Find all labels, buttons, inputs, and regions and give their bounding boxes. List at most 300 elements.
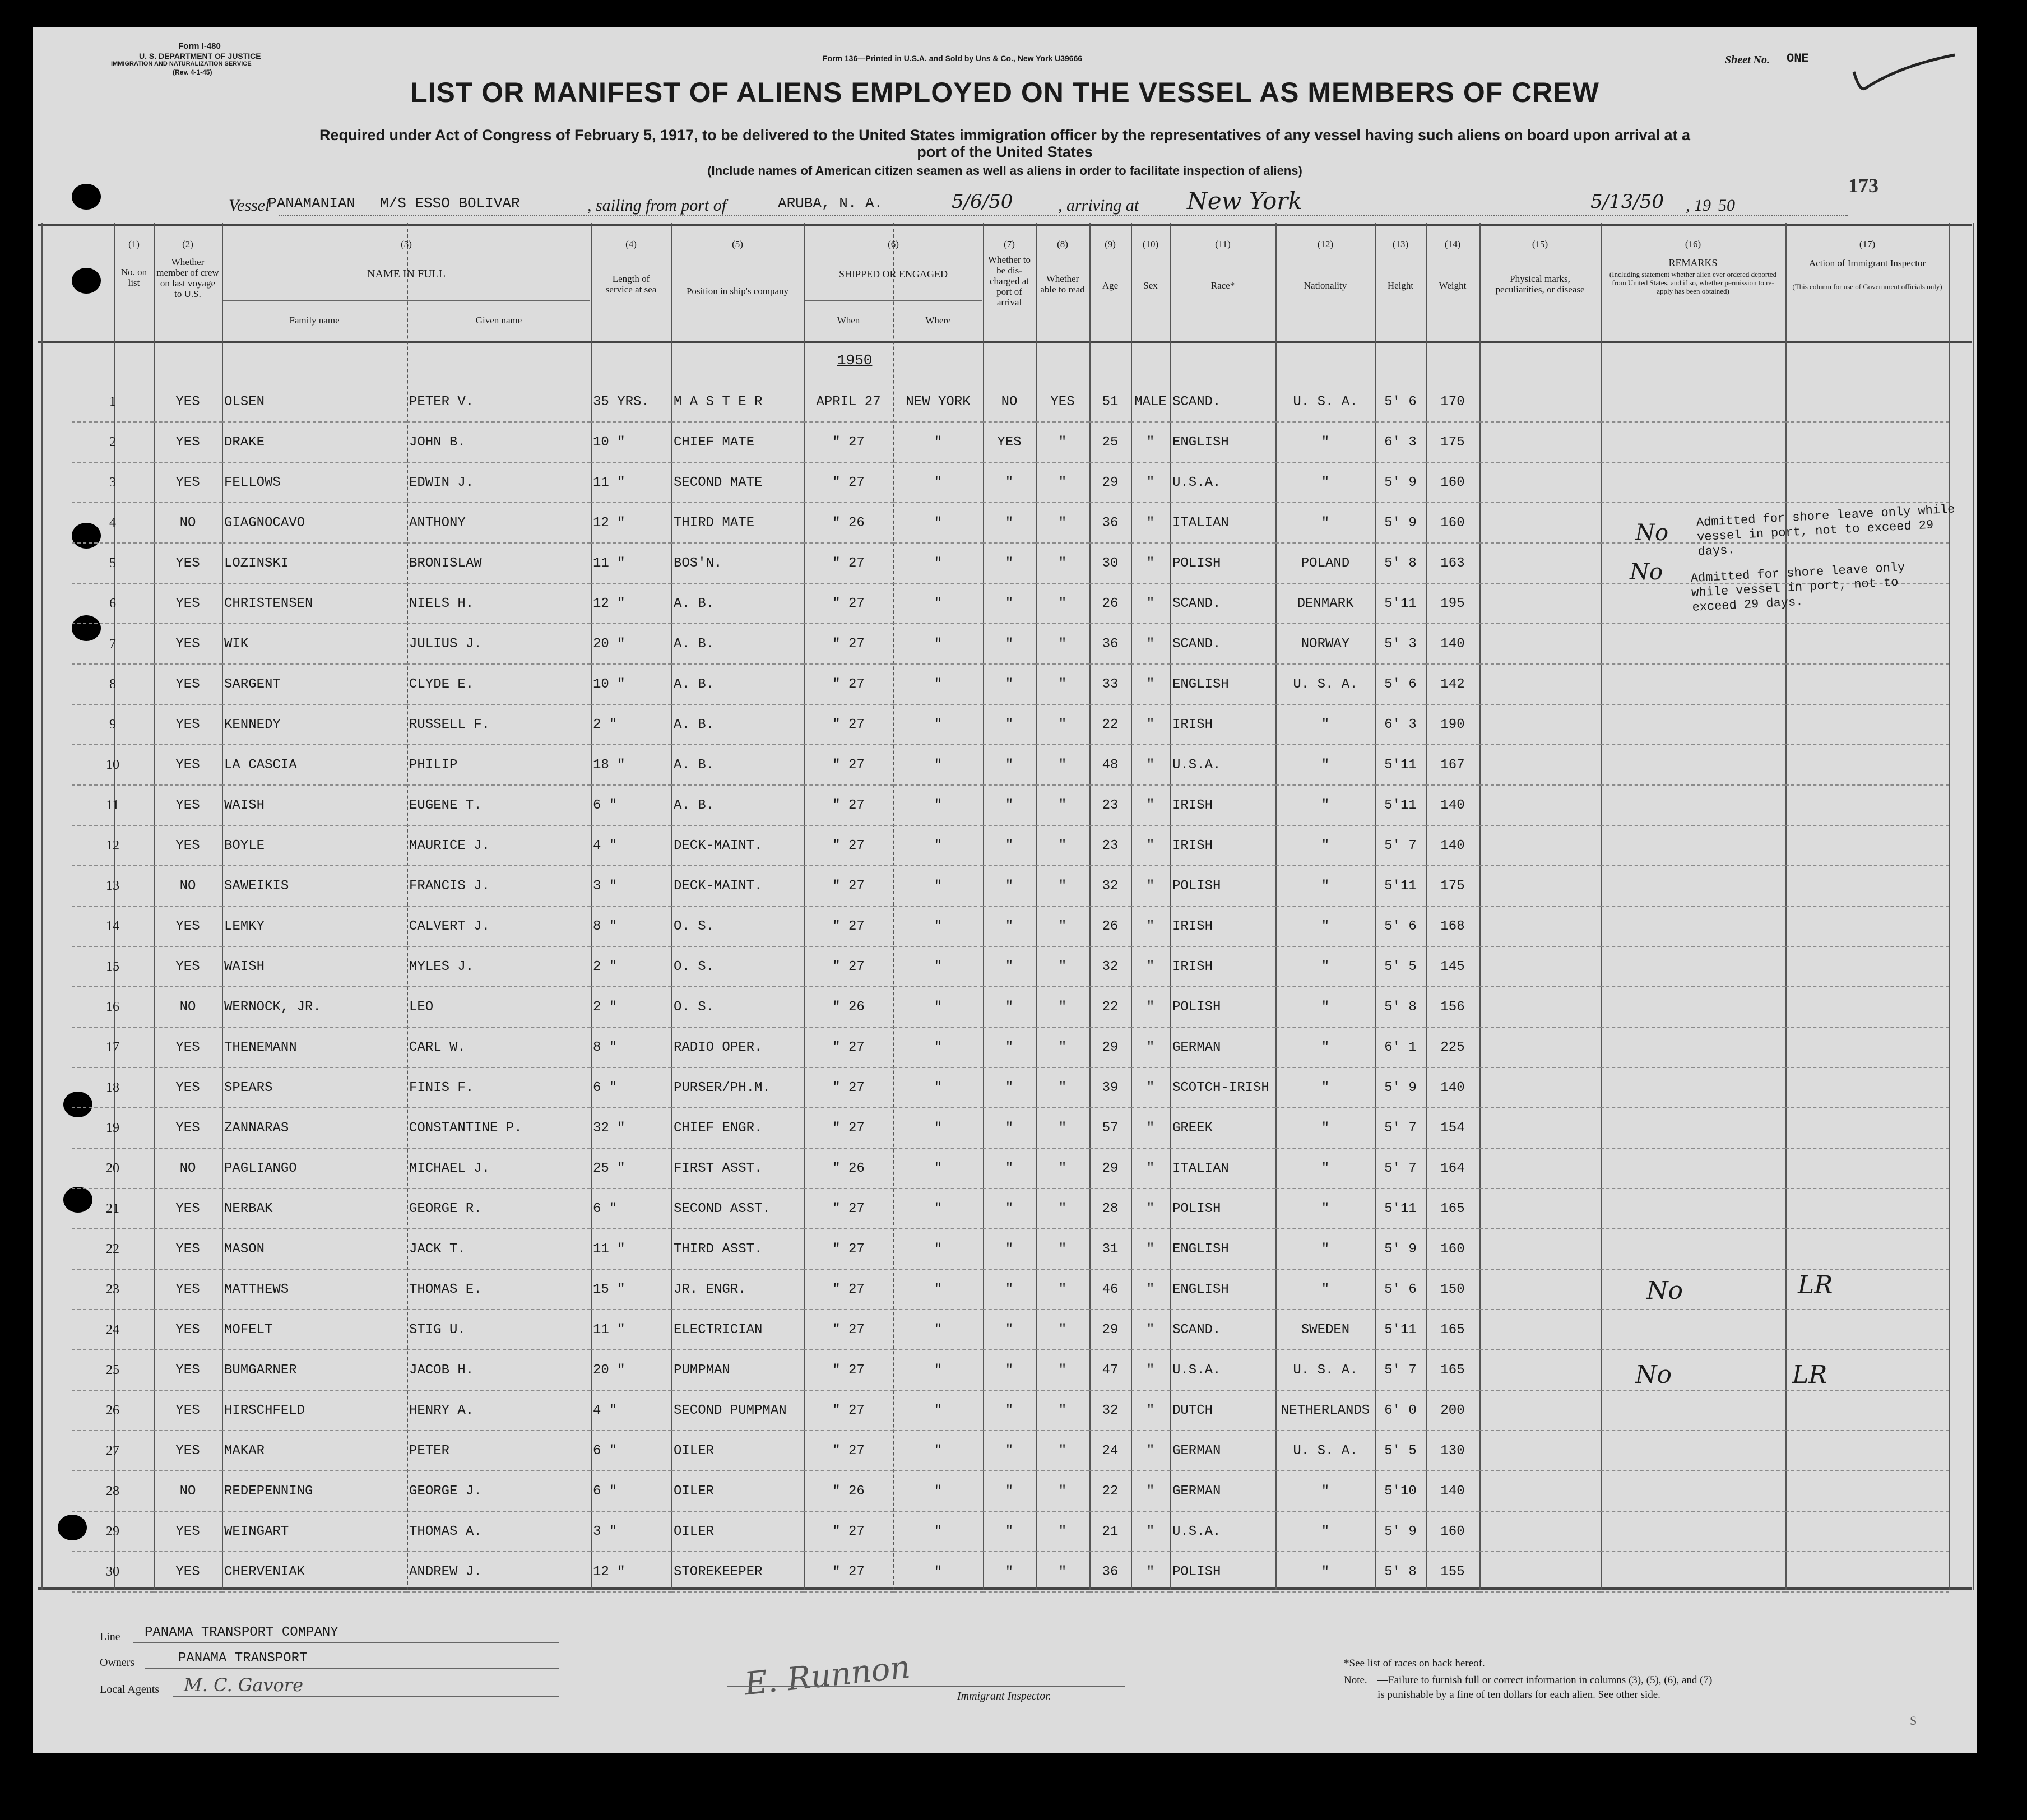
- prev-voyage: YES: [154, 1350, 222, 1390]
- sheet-label: Sheet No.: [1725, 54, 1770, 66]
- family-name: OLSEN: [222, 382, 407, 422]
- weight: 200: [1426, 1390, 1479, 1431]
- service-length: 12 ": [591, 583, 671, 624]
- inspector-signature: E. Runnon: [743, 1649, 912, 1703]
- table-row: [72, 987, 1949, 1027]
- discharged: ": [983, 1188, 1036, 1229]
- remark-mark: No: [1635, 520, 1669, 546]
- sex: ": [1131, 866, 1170, 906]
- physical-marks-cell: [1479, 1148, 1601, 1188]
- race: SCAND.: [1170, 1310, 1275, 1350]
- nationality: ": [1275, 503, 1375, 543]
- row-number: 6: [72, 583, 154, 624]
- position: FIRST ASST.: [671, 1148, 804, 1188]
- arriving-port: New York: [1187, 187, 1302, 215]
- family-name: WAISH: [222, 785, 407, 825]
- remarks-cell: [1601, 946, 1785, 987]
- height: 5' 9: [1375, 1229, 1426, 1269]
- position: BOS'N.: [671, 543, 804, 583]
- shipped-where: ": [893, 1511, 983, 1552]
- shipped-where: ": [893, 664, 983, 704]
- height: 5' 8: [1375, 987, 1426, 1027]
- prev-voyage: YES: [154, 1552, 222, 1592]
- shipped-where: ": [893, 704, 983, 745]
- col-header-prev-voyage: Whether member of crew on last voyage to U.S.: [156, 257, 219, 299]
- nationality: NETHERLANDS: [1275, 1390, 1375, 1431]
- row-number: 19: [72, 1108, 154, 1148]
- shipped-where: ": [893, 624, 983, 664]
- remarks-cell: [1601, 1431, 1785, 1471]
- given-name: BRONISLAW: [407, 543, 591, 583]
- nationality: ": [1275, 825, 1375, 866]
- height: 5' 6: [1375, 1269, 1426, 1310]
- race: ENGLISH: [1170, 664, 1275, 704]
- able-to-read: ": [1036, 1108, 1089, 1148]
- note-text: is punishable by a fine of ten dollars for each alien. See other side.: [1377, 1689, 1660, 1701]
- physical-marks-cell: [1479, 543, 1601, 583]
- weight: 156: [1426, 987, 1479, 1027]
- vessel-name: M/S ESSO BOLIVAR: [380, 195, 520, 212]
- able-to-read: ": [1036, 543, 1089, 583]
- physical-marks-cell: [1479, 1027, 1601, 1067]
- race: SCAND.: [1170, 382, 1275, 422]
- height: 6' 3: [1375, 704, 1426, 745]
- remark-shore-leave-1: Admitted for shore leave only while vessel in port, not to exceed 29 days.: [1696, 502, 1956, 559]
- physical-marks-cell: [1479, 1067, 1601, 1108]
- prev-voyage: YES: [154, 906, 222, 946]
- inspector-action-cell: [1785, 1310, 1949, 1350]
- service-length: 4 ": [591, 1390, 671, 1431]
- race: IRISH: [1170, 785, 1275, 825]
- age: 32: [1089, 866, 1131, 906]
- height: 5' 5: [1375, 1431, 1426, 1471]
- race: ITALIAN: [1170, 1148, 1275, 1188]
- shipped-where: ": [893, 1108, 983, 1148]
- position: DECK-MAINT.: [671, 825, 804, 866]
- able-to-read: ": [1036, 1027, 1089, 1067]
- arriving-label: , arriving at: [1058, 196, 1139, 215]
- prev-voyage: YES: [154, 664, 222, 704]
- col-num: (5): [732, 239, 743, 249]
- able-to-read: ": [1036, 1067, 1089, 1108]
- vessel-flag: PANAMANIAN: [268, 195, 356, 212]
- table-row: [72, 1188, 1949, 1229]
- col-header-discharged: Whether to be dis-charged at port of arrival: [988, 254, 1031, 308]
- col-header-when: When: [837, 315, 860, 326]
- physical-marks-cell: [1479, 382, 1601, 422]
- prev-voyage: YES: [154, 946, 222, 987]
- discharged: ": [983, 624, 1036, 664]
- col-num: (15): [1532, 239, 1548, 249]
- table-row: [72, 1310, 1949, 1350]
- shipped-where: ": [893, 1390, 983, 1431]
- race: U.S.A.: [1170, 1511, 1275, 1552]
- race: IRISH: [1170, 906, 1275, 946]
- subtitle-line-2: port of the United States: [917, 143, 1093, 160]
- row-number: 12: [72, 825, 154, 866]
- height: 6' 3: [1375, 422, 1426, 462]
- weight: 165: [1426, 1310, 1479, 1350]
- able-to-read: ": [1036, 1350, 1089, 1390]
- service-length: 15 ": [591, 1269, 671, 1310]
- physical-marks-cell: [1479, 1350, 1601, 1390]
- height: 5'11: [1375, 745, 1426, 785]
- note-label: Note.: [1344, 1674, 1367, 1686]
- given-name: JACK T.: [407, 1229, 591, 1269]
- shipped-when: " 27: [804, 1552, 893, 1592]
- sailing-date: 5/6/50: [952, 191, 1013, 213]
- service-length: 2 ": [591, 987, 671, 1027]
- row-number: 13: [72, 866, 154, 906]
- given-name: MYLES J.: [407, 946, 591, 987]
- note-text: —Failure to furnish full or correct information in columns (3), (5), (6), and (7): [1377, 1674, 1713, 1686]
- given-name: MICHAEL J.: [407, 1148, 591, 1188]
- inspector-action-cell: [1785, 946, 1949, 987]
- given-name: STIG U.: [407, 1310, 591, 1350]
- sex: ": [1131, 906, 1170, 946]
- position: PURSER/PH.M.: [671, 1067, 804, 1108]
- family-name: NERBAK: [222, 1188, 407, 1229]
- able-to-read: ": [1036, 704, 1089, 745]
- nationality: ": [1275, 704, 1375, 745]
- sex: ": [1131, 1027, 1170, 1067]
- shipped-where: ": [893, 1350, 983, 1390]
- remarks-cell: [1601, 382, 1785, 422]
- discharged: ": [983, 1108, 1036, 1148]
- given-name: RUSSELL F.: [407, 704, 591, 745]
- position: JR. ENGR.: [671, 1269, 804, 1310]
- service-length: 3 ": [591, 1511, 671, 1552]
- able-to-read: ": [1036, 906, 1089, 946]
- shipped-when: " 27: [804, 745, 893, 785]
- given-name: FRANCIS J.: [407, 866, 591, 906]
- row-number: 24: [72, 1310, 154, 1350]
- service-length: 11 ": [591, 462, 671, 503]
- inspector-action-cell: [1785, 785, 1949, 825]
- form-number: Form I-480: [178, 41, 221, 51]
- table-row: [72, 1511, 1949, 1552]
- position: THIRD MATE: [671, 503, 804, 543]
- race: ENGLISH: [1170, 1229, 1275, 1269]
- shipped-where: NEW YORK: [893, 382, 983, 422]
- weight: 154: [1426, 1108, 1479, 1148]
- table-row: [72, 704, 1949, 745]
- remarks-cell: [1601, 462, 1785, 503]
- col-header-shipped: SHIPPED OR ENGAGED: [838, 268, 948, 280]
- service-length: 18 ": [591, 745, 671, 785]
- shipped-where: ": [893, 422, 983, 462]
- able-to-read: ": [1036, 1431, 1089, 1471]
- position: PUMPMAN: [671, 1350, 804, 1390]
- row-number: 25: [72, 1350, 154, 1390]
- height: 5' 9: [1375, 503, 1426, 543]
- shipped-when: APRIL 27: [804, 382, 893, 422]
- subheader-rule: [805, 300, 982, 301]
- nationality: ": [1275, 1188, 1375, 1229]
- sex: MALE: [1131, 382, 1170, 422]
- able-to-read: ": [1036, 1511, 1089, 1552]
- col-header-position: Position in ship's company: [686, 286, 789, 296]
- position: A. B.: [671, 785, 804, 825]
- shipped-where: ": [893, 1067, 983, 1108]
- given-name: ANTHONY: [407, 503, 591, 543]
- weight: 168: [1426, 906, 1479, 946]
- nationality: ": [1275, 946, 1375, 987]
- discharged: ": [983, 906, 1036, 946]
- given-name: FINIS F.: [407, 1067, 591, 1108]
- physical-marks-cell: [1479, 624, 1601, 664]
- service-length: 20 ": [591, 1350, 671, 1390]
- service-length: 6 ": [591, 785, 671, 825]
- race: U.S.A.: [1170, 745, 1275, 785]
- discharged: ": [983, 825, 1036, 866]
- weight: 195: [1426, 583, 1479, 624]
- remarks-cell: [1601, 1350, 1785, 1390]
- sex: ": [1131, 583, 1170, 624]
- prev-voyage: YES: [154, 1188, 222, 1229]
- vessel-underline: [279, 215, 1848, 216]
- subheader-rule: [223, 300, 590, 301]
- nationality: ": [1275, 1471, 1375, 1511]
- shipped-when: " 27: [804, 1108, 893, 1148]
- table-row: [72, 785, 1949, 825]
- position: O. S.: [671, 987, 804, 1027]
- race: ITALIAN: [1170, 503, 1275, 543]
- position: A. B.: [671, 624, 804, 664]
- family-name: ZANNARAS: [222, 1108, 407, 1148]
- race: POLISH: [1170, 1188, 1275, 1229]
- shipped-when: " 26: [804, 987, 893, 1027]
- table-row: [72, 1027, 1949, 1067]
- nationality: ": [1275, 1269, 1375, 1310]
- row-number: 20: [72, 1148, 154, 1188]
- shipped-where: ": [893, 866, 983, 906]
- height: 5' 7: [1375, 1108, 1426, 1148]
- prev-voyage: YES: [154, 462, 222, 503]
- inspector-action-cell: [1785, 745, 1949, 785]
- race: U.S.A.: [1170, 1350, 1275, 1390]
- column-rule: [1949, 223, 1950, 1590]
- able-to-read: ": [1036, 866, 1089, 906]
- family-name: WAISH: [222, 946, 407, 987]
- prev-voyage: YES: [154, 1108, 222, 1148]
- weight: 165: [1426, 1188, 1479, 1229]
- able-to-read: ": [1036, 1229, 1089, 1269]
- col-num: (2): [182, 239, 193, 249]
- age: 29: [1089, 1310, 1131, 1350]
- inspector-action-cell: [1785, 1390, 1949, 1431]
- shipped-when: " 27: [804, 1390, 893, 1431]
- service-length: 6 ": [591, 1067, 671, 1108]
- col-num: (12): [1317, 239, 1334, 249]
- race: SCAND.: [1170, 583, 1275, 624]
- shipped-when: " 27: [804, 543, 893, 583]
- col-header-name: NAME IN FULL: [367, 268, 446, 280]
- physical-marks-cell: [1479, 1552, 1601, 1592]
- inspector-action-cell: [1785, 1511, 1949, 1552]
- service-length: 11 ": [591, 1229, 671, 1269]
- position: SECOND PUMPMAN: [671, 1390, 804, 1431]
- department-line: U. S. DEPARTMENT OF JUSTICE: [139, 52, 261, 61]
- remarks-cell: [1601, 1188, 1785, 1229]
- prev-voyage: YES: [154, 1390, 222, 1431]
- shipped-when: " 27: [804, 1310, 893, 1350]
- service-length: 8 ": [591, 906, 671, 946]
- age: 51: [1089, 382, 1131, 422]
- shipped-where: ": [893, 503, 983, 543]
- col-header-given-name: Given name: [475, 315, 522, 326]
- table-row: [72, 1229, 1949, 1269]
- shipped-where: ": [893, 906, 983, 946]
- inspector-action-cell: [1785, 1188, 1949, 1229]
- col-num: (14): [1444, 239, 1461, 249]
- discharged: ": [983, 1269, 1036, 1310]
- age: 21: [1089, 1511, 1131, 1552]
- sex: ": [1131, 946, 1170, 987]
- row-number: 8: [72, 664, 154, 704]
- shipped-where: ": [893, 745, 983, 785]
- given-name: THOMAS A.: [407, 1511, 591, 1552]
- age: 29: [1089, 1148, 1131, 1188]
- inspector-action-cell: [1785, 987, 1949, 1027]
- given-name: LEO: [407, 987, 591, 1027]
- table-top-rule: [38, 224, 1972, 226]
- table-row: [72, 583, 1949, 624]
- height: 5'11: [1375, 866, 1426, 906]
- service-length: 11 ": [591, 1310, 671, 1350]
- prev-voyage: YES: [154, 1027, 222, 1067]
- remarks-cell: [1601, 1229, 1785, 1269]
- prev-voyage: YES: [154, 382, 222, 422]
- manifest-sheet: [33, 27, 1977, 1753]
- inspector-action-cell: [1785, 1148, 1949, 1188]
- age: 57: [1089, 1108, 1131, 1148]
- family-name: MAKAR: [222, 1431, 407, 1471]
- nationality: SWEDEN: [1275, 1310, 1375, 1350]
- position: M A S T E R: [671, 382, 804, 422]
- page-number: 173: [1848, 174, 1878, 197]
- weight: 167: [1426, 745, 1479, 785]
- given-name: EUGENE T.: [407, 785, 591, 825]
- sex: ": [1131, 664, 1170, 704]
- shipped-when: " 27: [804, 1229, 893, 1269]
- line-label: Line: [100, 1631, 120, 1643]
- weight: 150: [1426, 1269, 1479, 1310]
- sex: ": [1131, 745, 1170, 785]
- sex: ": [1131, 543, 1170, 583]
- age: 23: [1089, 785, 1131, 825]
- col-header-inspector-note: (This column for use of Government officials only): [1792, 282, 1942, 291]
- table-row: [72, 946, 1949, 987]
- row-number: 14: [72, 906, 154, 946]
- row-number: 18: [72, 1067, 154, 1108]
- nationality: ": [1275, 422, 1375, 462]
- given-name: PHILIP: [407, 745, 591, 785]
- prev-voyage: YES: [154, 543, 222, 583]
- position: CHIEF MATE: [671, 422, 804, 462]
- physical-marks-cell: [1479, 1310, 1601, 1350]
- column-rule: [41, 223, 43, 1590]
- discharged: ": [983, 745, 1036, 785]
- nationality: POLAND: [1275, 543, 1375, 583]
- family-name: WERNOCK, JR.: [222, 987, 407, 1027]
- nationality: DENMARK: [1275, 583, 1375, 624]
- sex: ": [1131, 1269, 1170, 1310]
- given-name: PETER V.: [407, 382, 591, 422]
- discharged: ": [983, 987, 1036, 1027]
- prev-voyage: NO: [154, 503, 222, 543]
- physical-marks-cell: [1479, 1431, 1601, 1471]
- able-to-read: ": [1036, 1269, 1089, 1310]
- inspector-action-cell: [1785, 866, 1949, 906]
- age: 32: [1089, 946, 1131, 987]
- height: 5' 7: [1375, 1148, 1426, 1188]
- table-row: [72, 543, 1949, 583]
- shipped-where: ": [893, 462, 983, 503]
- col-header-remarks-note: (Including statement whether alien ever ordered deported from United States, and if so, whether permission to re-apply has been obtained): [1609, 270, 1777, 295]
- height: 5'10: [1375, 1471, 1426, 1511]
- inspector-action-cell: [1785, 825, 1949, 866]
- remarks-cell: [1601, 906, 1785, 946]
- given-name: CONSTANTINE P.: [407, 1108, 591, 1148]
- able-to-read: ": [1036, 1148, 1089, 1188]
- sex: ": [1131, 624, 1170, 664]
- given-name: JACOB H.: [407, 1350, 591, 1390]
- nationality: ": [1275, 785, 1375, 825]
- position: O. S.: [671, 906, 804, 946]
- agents-value: M. C. Gavore: [184, 1674, 304, 1696]
- able-to-read: ": [1036, 1552, 1089, 1592]
- inspector-action-cell: [1785, 422, 1949, 462]
- footer-underline: [173, 1696, 559, 1697]
- sex: ": [1131, 503, 1170, 543]
- discharged: ": [983, 866, 1036, 906]
- remarks-cell: [1601, 825, 1785, 866]
- prev-voyage: YES: [154, 1229, 222, 1269]
- sex: ": [1131, 987, 1170, 1027]
- col-num: (17): [1859, 239, 1876, 249]
- remarks-cell: [1601, 1471, 1785, 1511]
- physical-marks-cell: [1479, 704, 1601, 745]
- weight: 190: [1426, 704, 1479, 745]
- weight: 130: [1426, 1431, 1479, 1471]
- inspector-action-cell: [1785, 704, 1949, 745]
- remarks-cell: [1601, 1552, 1785, 1592]
- physical-marks-cell: [1479, 745, 1601, 785]
- sex: ": [1131, 1511, 1170, 1552]
- col-num: (4): [625, 239, 637, 249]
- table-row: [72, 462, 1949, 503]
- table-row: [72, 1067, 1949, 1108]
- sex: ": [1131, 422, 1170, 462]
- row-number: 2: [72, 422, 154, 462]
- subtitle-line-3: (Include names of American citizen seamen as well as aliens in order to facilitate inspection of aliens): [707, 164, 1302, 178]
- family-name: THENEMANN: [222, 1027, 407, 1067]
- service-length: 6 ": [591, 1188, 671, 1229]
- nationality: U. S. A.: [1275, 1350, 1375, 1390]
- height: 5' 8: [1375, 543, 1426, 583]
- remarks-cell: [1601, 1310, 1785, 1350]
- remarks-cell: [1601, 1108, 1785, 1148]
- arriving-date: 5/13/50: [1590, 191, 1664, 213]
- family-name: SAWEIKIS: [222, 866, 407, 906]
- nationality: ": [1275, 1511, 1375, 1552]
- vessel-label: Vessel: [229, 196, 270, 215]
- height: 5' 6: [1375, 664, 1426, 704]
- row-number: 23: [72, 1269, 154, 1310]
- col-header-age: Age: [1102, 280, 1119, 291]
- nationality: U. S. A.: [1275, 664, 1375, 704]
